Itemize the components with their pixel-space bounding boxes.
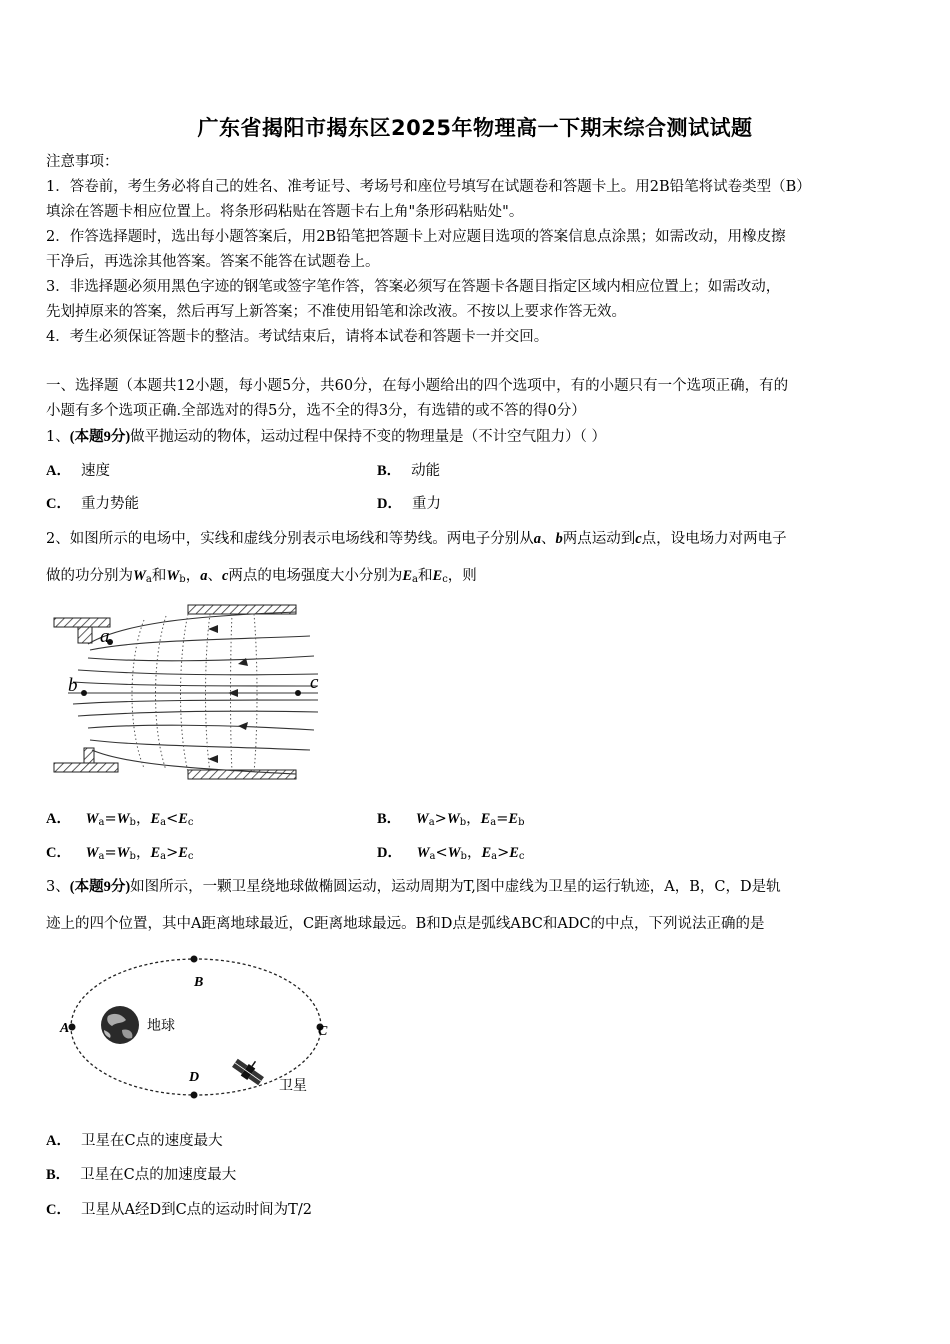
q2-text: ，则 bbox=[447, 568, 477, 584]
option-text: 重力势能 bbox=[80, 496, 139, 512]
plate-bottom-left bbox=[54, 763, 118, 772]
plate-top-left-tip bbox=[78, 627, 92, 643]
sub-a: a bbox=[145, 574, 152, 585]
var-e: E bbox=[432, 568, 443, 584]
option-label: C． bbox=[46, 1202, 71, 1218]
option-text: 卫星从A经D到C点的运动时间为T/2 bbox=[80, 1202, 312, 1218]
q2-text: 两点运动到 bbox=[562, 531, 636, 547]
earth-icon bbox=[101, 1006, 139, 1044]
q2-text: 、 bbox=[540, 531, 556, 547]
option-label: D． bbox=[377, 496, 402, 512]
point-B bbox=[191, 956, 198, 963]
var-a: a bbox=[533, 531, 541, 547]
q1-stem bbox=[46, 427, 916, 447]
option-text: 卫星在C点的速度最大 bbox=[80, 1133, 223, 1149]
q2-option-d[interactable]: D． $W_a<W_b$，$E_a>E_c$ bbox=[377, 845, 525, 862]
option-text: 重力 bbox=[411, 496, 441, 512]
label-c: c bbox=[310, 672, 319, 693]
q2-text: 2、如图所示的电场中，实线和虚线分别表示电场线和等势线。两电子分别从 bbox=[46, 531, 534, 547]
var-a: a bbox=[200, 568, 208, 584]
option-label: A． bbox=[46, 463, 71, 479]
var-w: W bbox=[133, 568, 146, 584]
option-label: A． bbox=[46, 811, 71, 827]
notice-line-3: 2．作答选择题时，选出每小题答案后，用2B铅笔把答题卡上对应题目选项的答案信息点涂黑；如需改动，用橡皮擦 bbox=[46, 229, 786, 245]
q3-num: 3、 bbox=[46, 879, 70, 895]
q1-option-c[interactable] bbox=[46, 494, 139, 514]
q2-stem-line-2 bbox=[46, 566, 916, 590]
sub-b: b bbox=[179, 574, 186, 585]
var-b: b bbox=[555, 531, 563, 547]
option-label: B． bbox=[377, 811, 402, 827]
option-label: B． bbox=[46, 1167, 71, 1183]
sub-c: c bbox=[442, 574, 448, 585]
option-text: 速度 bbox=[80, 463, 110, 479]
q2-text: ， bbox=[185, 568, 201, 584]
notice-line-2: 填涂在答题卡相应位置上。将条形码粘贴在答题卡右上角"条形码粘贴处"。 bbox=[46, 204, 524, 220]
page-title: 广东省揭阳市揭东区2025年物理高一下期末综合测试试题 bbox=[197, 116, 753, 140]
section-line-2: 小题有多个选项正确.全部选对的得5分，选不全的得3分，有选错的或不答的得0分） bbox=[46, 403, 586, 419]
q2-text: 两点的电场强度大小分别为 bbox=[228, 568, 403, 584]
label-A: A bbox=[60, 1021, 70, 1036]
notice-line-1: 1．答卷前，考生务必将自己的姓名、准考证号、考场号和座位号填写在试题卷和答题卡上。用2B铅笔将试卷类型（B） bbox=[46, 179, 811, 195]
q2-text: 点，设电场力对两电子 bbox=[641, 531, 787, 547]
option-label: D． bbox=[377, 845, 402, 861]
option-label: A． bbox=[46, 1133, 71, 1149]
label-C: C bbox=[318, 1024, 328, 1039]
q3-option-b[interactable] bbox=[46, 1165, 236, 1185]
point-A bbox=[69, 1024, 76, 1031]
q1-score: (本题9分) bbox=[69, 429, 131, 445]
label-a: a bbox=[100, 626, 110, 647]
q2-option-b[interactable]: B． $W_a>W_b$，$E_a=E_b$ bbox=[377, 811, 525, 828]
var-c: c bbox=[221, 568, 229, 584]
label-D: D bbox=[189, 1070, 200, 1085]
option-label: C． bbox=[46, 845, 71, 861]
satellite-icon bbox=[231, 1052, 269, 1087]
q2-stem-line-1 bbox=[46, 529, 916, 549]
point-b bbox=[81, 690, 87, 696]
point-D bbox=[191, 1092, 198, 1099]
electric-field-figure bbox=[48, 600, 338, 785]
notice-line-6: 先划掉原来的答案，然后再写上新答案；不准使用铅笔和涂改液。不按以上要求作答无效。 bbox=[46, 304, 626, 320]
orbit-figure bbox=[56, 950, 346, 1100]
notice-heading: 注意事项： bbox=[46, 154, 119, 170]
q3-stem-line-2: 迹上的四个位置，其中A距离地球最近，C距离地球最远。B和D点是弧线ABC和ADC的中点，下列说法正确的是 bbox=[46, 916, 765, 932]
q2-text: 和 bbox=[418, 568, 433, 584]
q1-num: 1、 bbox=[46, 429, 70, 445]
notice-line-4: 干净后，再选涂其他答案。答案不能答在试题卷上。 bbox=[46, 254, 380, 270]
q3-text: 如图所示，一颗卫星绕地球做椭圆运动，运动周期为T,图中虚线为卫星的运行轨迹，A，B，C，D是轨 bbox=[130, 879, 781, 895]
earth-label: 地球 bbox=[147, 1019, 175, 1034]
q1-text: 做平抛运动的物体，运动过程中保持不变的物理量是（不计空气阻力）（ ） bbox=[130, 429, 607, 445]
q2-text: 、 bbox=[207, 568, 222, 584]
var-e: E bbox=[402, 568, 413, 584]
q1-option-d[interactable] bbox=[377, 494, 441, 514]
q1-option-a[interactable] bbox=[46, 461, 110, 481]
q3-option-a[interactable] bbox=[46, 1131, 223, 1151]
var-w: W bbox=[166, 568, 180, 584]
arrow-marks bbox=[208, 625, 248, 763]
sub-a: a bbox=[412, 574, 419, 585]
q2-text: 和 bbox=[151, 568, 167, 584]
notice-line-7: 4．考生必须保证答题卡的整洁。考试结束后，请将本试卷和答题卡一并交回。 bbox=[46, 329, 549, 345]
satellite-label: 卫星 bbox=[279, 1079, 307, 1094]
notice-line-5: 3．非选择题必须用黑色字迹的钢笔或签字笔作答，答案必须写在答题卡各题目指定区域内相应位置上；如需改动， bbox=[46, 279, 781, 295]
q3-stem-line-1 bbox=[46, 877, 916, 897]
label-b: b bbox=[68, 675, 78, 696]
q2-option-a[interactable]: A． $W_a=W_b$，$E_a<E_c$ bbox=[46, 811, 194, 828]
q1-option-b[interactable] bbox=[377, 461, 440, 481]
var-c: c bbox=[635, 531, 642, 547]
q3-option-c[interactable] bbox=[46, 1200, 312, 1220]
option-label: B． bbox=[377, 463, 402, 479]
option-text: 动能 bbox=[411, 463, 441, 479]
label-B: B bbox=[194, 975, 204, 990]
point-c bbox=[295, 690, 301, 696]
section-line-1: 一、选择题（本题共12小题，每小题5分，共60分，在每小题给出的四个选项中，有的小题只有一个选项正确，有的 bbox=[46, 378, 789, 394]
q3-score: (本题9分) bbox=[69, 879, 131, 895]
q2-option-c[interactable]: C． $W_a=W_b$，$E_a>E_c$ bbox=[46, 845, 194, 862]
option-label: C． bbox=[46, 496, 71, 512]
option-text: 卫星在C点的加速度最大 bbox=[80, 1167, 237, 1183]
q2-text: 做的功分别为 bbox=[46, 568, 133, 584]
